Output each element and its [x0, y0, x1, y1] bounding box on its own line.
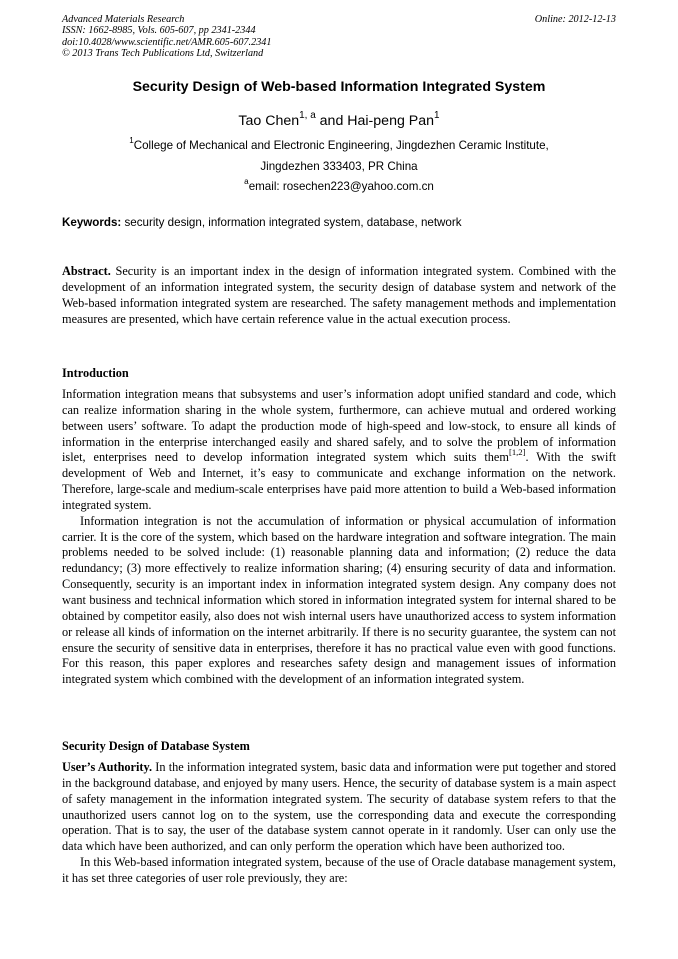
author-1: Tao Chen — [238, 113, 300, 129]
author-2-sup: 1 — [434, 110, 440, 122]
keywords-text: security design, information integrated system, database, network — [121, 216, 462, 229]
author-1-sup: 1, a — [299, 110, 316, 122]
affiliation-line-2: Jingdezhen 333403, PR China — [260, 160, 418, 173]
author-line — [62, 110, 616, 129]
intro-paragraph-2: Information integration is not the accumulation of information or physical accumulation of information carrier. It is the core of the system, which based on the hardware integration and software integration. The main problems needed to be solved include: (1) reasonable planning data and information; (2) reduce the data redundancy; (3) more effectively to realize information sharing; (4) ensuring security of data and information. Consequently, security is an important index in information integrated system design. Any company does not want business and technical information which stored in information integrated system for internal shared to be obtained by competitor easily, also does not wish internal users have unauthorized access to system information or release all kinds of information on the internet arbitrarily. If there is no security guarantee, the system can not ensure the security of sensitive data in enterprises, therefore it has no practical value even with good functions. For this reason, this paper explores and researches safety design and management issues of information integrated system which combined with the development of an information integrated system. — [62, 513, 616, 687]
journal-name: Advanced Materials Research — [62, 14, 185, 25]
introduction-heading: Introduction — [62, 366, 129, 380]
issn-line: ISSN: 1662-8985, Vols. 605-607, pp 2341-2344 — [62, 25, 256, 37]
intro-paragraph-1 — [62, 387, 616, 514]
security-db-body — [62, 760, 616, 887]
affiliation-text-1: College of Mechanical and Electronic Engineering, Jingdezhen Ceramic Institute, — [133, 139, 549, 152]
author-2: and Hai-peng Pan — [315, 113, 435, 129]
introduction-body — [62, 387, 616, 688]
intro-p1-text-a: Information integration means that subsystems and user’s information adopt unified standard and code, which can realize information sharing in the whole system, furthermore, can achieve mutual and ordered working between users’ software. To adapt the production mode of high-speed and low-stock, to ensure all kinds of information in the enterprise interchanged easily and shared safely, and to solve the problem of information islet, enterprises need to develop information integrated system which suits them — [62, 387, 616, 465]
security-db-paragraph-2: In this Web-based information integrated system, because of the use of Oracle database management system, it has set three categories of user role previously, they are: — [62, 855, 616, 885]
security-db-heading: Security Design of Database System — [62, 739, 250, 753]
security-db-paragraph-1 — [62, 760, 616, 855]
security-db-p1-text: In the information integrated system, basic data and information were put together and stored in the background database, and enjoyed by many users. Hence, the security of database system is a main aspect of safety management in the information integrated system. The security of database system refers to that the unauthorized users cannot log on to the system, use the corresponding data and execute the corresponding operation. That is to say, the user of the database system cannot operate in it randomly. User can only use the data which have been authorized, and can only perform the operation which have been authorized too. — [62, 760, 616, 854]
affiliation-sup: 1 — [129, 136, 134, 146]
citation-1-2[interactable]: [1,2] — [508, 447, 526, 458]
abstract — [62, 264, 616, 327]
doi-line[interactable]: doi:10.4028/www.scientific.net/AMR.605-607.2341 — [62, 36, 272, 48]
abstract-text: Security is an important index in the design of information integrated system. Combined with the development of an information integrated system, the security design of database system and network of the Web-based information integrated system are researched. The safety management methods and implementation measures are presented, which have certain reference value in the actual execution process. — [62, 264, 616, 326]
intro-p1-text-b: . With the swift development of Web and Internet, it’s easy to communicate and exchange information on the network. Therefore, large-scale and medium-scale enterprises have paid more attention to build a Web-based information integrated system. — [62, 450, 616, 512]
copyright-line: © 2013 Trans Tech Publications Ltd, Switzerland — [62, 47, 264, 59]
affiliation-line-1 — [62, 136, 616, 152]
email-sup: a — [244, 177, 249, 187]
keywords — [62, 216, 616, 229]
journal-header — [62, 14, 616, 59]
abstract-label: Abstract. — [62, 264, 111, 278]
online-date: Online: 2012-12-13 — [534, 14, 616, 25]
keywords-label: Keywords: — [62, 216, 122, 229]
users-authority-label: User’s Authority. — [62, 760, 153, 774]
paper-title: Security Design of Web-based Information Integrated System — [132, 79, 546, 95]
email-line — [62, 177, 616, 193]
email-text[interactable]: email: rosechen223@yahoo.com.cn — [248, 180, 434, 193]
